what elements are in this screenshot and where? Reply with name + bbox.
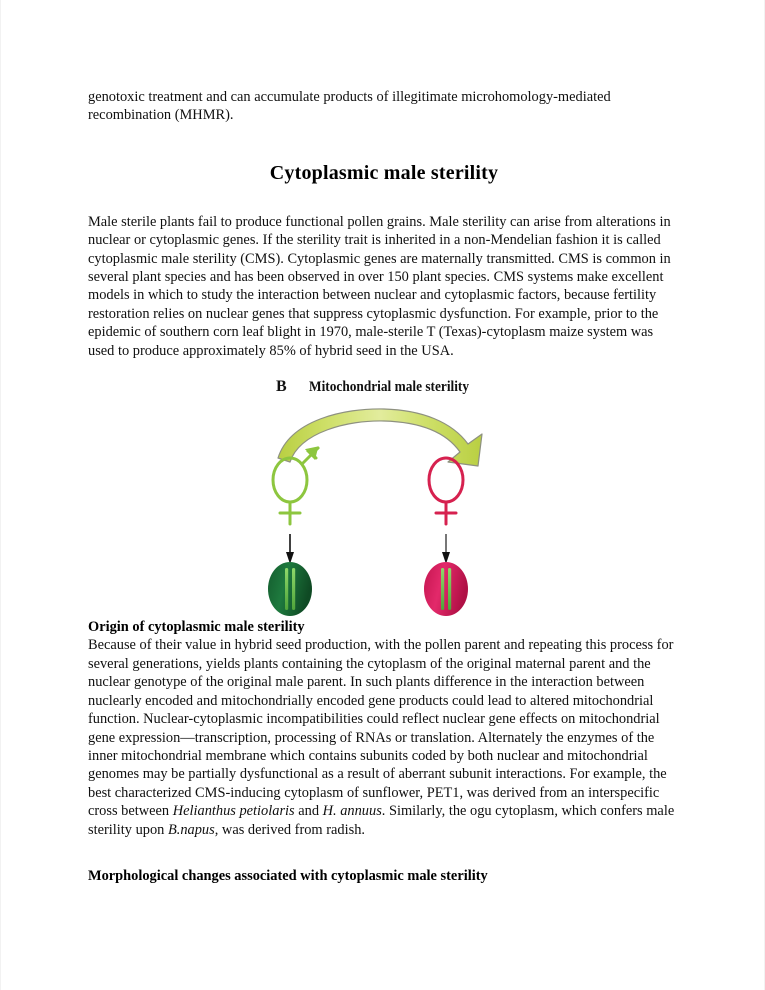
right-down-arrow	[442, 534, 450, 564]
figure-mitochondrial-male-sterility	[88, 378, 680, 618]
document-content	[88, 88, 680, 885]
green-mitochondrion	[268, 562, 312, 616]
species-helianthus-petiolaris: Helianthus petiolaris	[172, 803, 295, 820]
figure-diagram	[256, 406, 506, 616]
spacer	[88, 125, 680, 143]
page-title: Cytoplasmic male sterility	[269, 161, 499, 184]
female-symbol	[429, 458, 463, 524]
heading-morphological-changes: Morphological changes associated with cytoplasmic male sterility	[88, 867, 488, 884]
spacer	[88, 360, 680, 378]
heading-origin-of-cms: Origin of cytoplasmic male sterility	[88, 619, 305, 636]
spacer	[88, 185, 680, 203]
spacer	[88, 203, 680, 213]
red-mitochondrion	[424, 562, 468, 616]
paragraph-cms-overview: Male sterile plants fail to produce functional pollen grains. Male sterility can arise from alterations in nuclear or cytoplasmic genes. If the sterility trait is inherited in a non-Mendelian fashion it is called cytoplasmic male sterility (CMS). Cytoplasmic genes are maternally transmitted. CMS is common in several plant species and has been observed in over 150 plant species. CMS systems make excellent models in which to study the interaction between nuclear and cytoplasmic factors, because fertility restoration relies on nuclear genes that suppress cytoplasmic dysfunction. For example, prior to the epidemic of southern corn leaf blight in 1970, male-sterile T (Texas)-cytoplasm maize system was used to produce approximately 85% of hybrid seed in the USA.	[88, 213, 671, 359]
hermaphrodite-symbol	[273, 448, 318, 524]
paragraph-origin-part-b: and	[294, 803, 323, 820]
paragraph-origin-part-a: Because of their value in hybrid seed production, with the pollen parent and repeating this process for several generations, yields plants containing the cytoplasm of the original maternal parent and the nuclear genotype of the original male parent. In such plants difference in the interaction between nuclearly encoded and mitochondrially encoded gene products could lead to altered mitochondrial function. Nuclear-cytoplasmic incompatibilities could reflect nuclear gene effects on mitochondrial gene expression—transcription, processing of RNAs or translation. Alternately the enzymes of the inner mitochondrial membrane which contains subunits coded by both nuclear and mitochondrial genomes may be partially dysfunctional as a result of aberrant subunit interactions. For example, the best characterized CMS-inducing cytoplasm of sunflower, PET1, was derived from an interspecific cross between	[88, 637, 674, 820]
figure-panel-letter: B	[276, 378, 287, 396]
species-h-annuus: H. annuus	[322, 803, 382, 820]
paragraph-origin-part-d: , was derived from radish.	[214, 821, 365, 838]
left-down-arrow	[286, 534, 294, 564]
spacer	[88, 839, 680, 857]
spacer	[88, 857, 680, 867]
paragraph-intro: genotoxic treatment and can accumulate products of illegitimate microhomology-mediated recombination (MHMR).	[88, 89, 611, 124]
species-b-napus: B.napus	[167, 821, 215, 838]
paragraph-origin-part-c: . Similarly, the ogu cytoplasm, which confers male sterility upon	[88, 803, 675, 838]
paragraph-origin-of-cms	[88, 636, 680, 838]
spacer	[88, 143, 680, 161]
figure-title: Mitochondrial male sterility	[308, 379, 469, 396]
figure-caption	[276, 378, 536, 402]
